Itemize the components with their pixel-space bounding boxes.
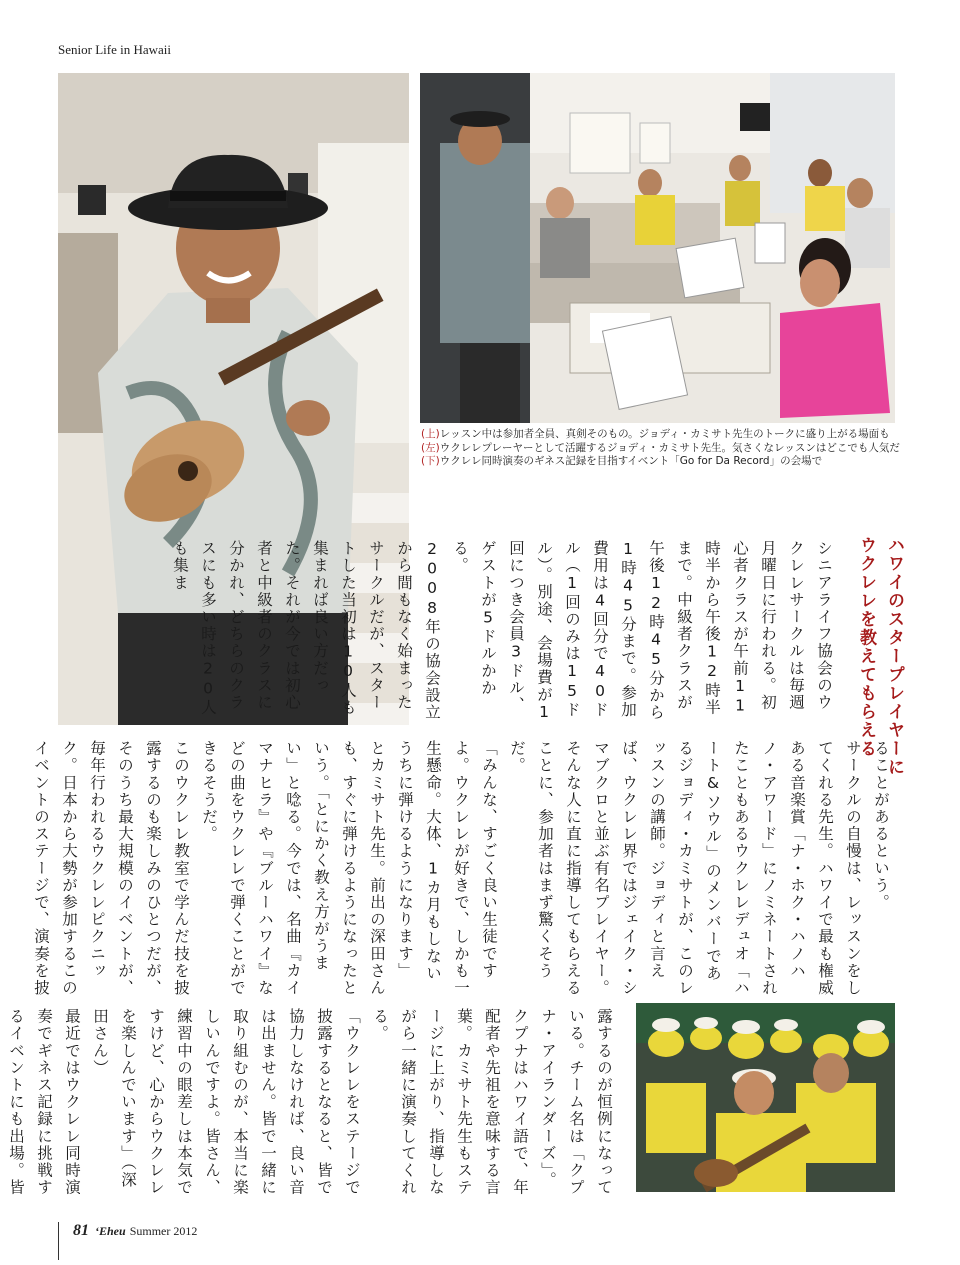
caption-text: ウクレレプレーヤーとして活躍するジョディ・カミサト先生。気さくなレッスンはどこでも人気だ <box>439 441 900 454</box>
body-text-middle <box>32 740 895 998</box>
magazine-name: ‘Eheu <box>95 1224 126 1238</box>
body-paragraph: サークルの自慢は、レッスンをしてくれる先生。ハワイで最も権威ある音楽賞「ナ・ホク・ハノハノ・アワード」にノミネートされたこともあるウクレレデュオ「ハート&ソウル」のメンバーであるジョディ・カミサトが、このレッスンの講師。ジョディと言えば、ウクレレ界ではジェイク・シマブクロと並ぶ有名プレイヤー。そんな人に直に指導してもらえることに、参加者はまず驚くそうだ。 <box>508 740 862 997</box>
body-text-bottom <box>7 1008 618 1198</box>
caption-line <box>421 455 901 469</box>
headline-line: ハワイのスタープレイヤーに <box>884 536 904 777</box>
photo-captions <box>421 428 901 469</box>
page-number: 81 <box>73 1222 89 1239</box>
body-paragraph: 2008年の協会設立から間もなく始まったサークルだが、スタートした当初は10人も集まれば良い方だった。それが今では初心者と中級者のクラスに分かれ、どちらのクラスにも多い時は20人も集ま <box>171 540 441 721</box>
caption-text: レッスン中は参加者全員、真剣そのもの。ジョディ・カミサト先生のトークに盛り上がる場面も <box>439 428 890 440</box>
caption-tag: (左) <box>421 441 440 454</box>
body-paragraph: 「みんな、すごく良い生徒ですよ。ウクレレが好きで、しかも一生懸命。大体、1カ月もしないうちに弾けるようになります」 <box>396 740 498 997</box>
body-paragraph: 「ウクレレをステージで披露するとなると、皆で協力しなければ、良い音は出ません。皆で一緒に取り組むのが、本当に楽しいんですよ。皆さん、練習中の眼差しは本気ですけど、心からウクレレを楽しんでいます」（深田さん） <box>91 1008 361 1197</box>
body-paragraph: 最近ではウクレレ同時演奏でギネス記録に挑戦するイベントにも出場。皆 <box>7 1008 81 1197</box>
caption-tag: (下) <box>421 455 440 467</box>
lesson-photo <box>420 73 895 423</box>
body-paragraph: とカミサト先生。前出の深田さんも、すぐに弾けるようになったという。「とにかく教え方がうまい」と唸る。今では、名曲『カイマナヒラ』や『ブルーハワイ』などの曲をウクレレで弾くことができるそうだ。 <box>200 740 386 997</box>
caption-text: ウクレレ同時演奏のギネス記録を目指すイベント「Go for Da Record」の会場で <box>439 455 823 467</box>
body-text-top <box>171 540 838 724</box>
issue-label: Summer 2012 <box>129 1224 198 1238</box>
page-footer <box>58 1222 197 1260</box>
body-paragraph: シニアライフ協会のウクレレサークルは毎週月曜日に行われる。初心者クラスが午前11時半から午後12時半まで。中級者クラスが午後12時45分から1時45分まで。参加費用は4回分で40ドル（1回のみは15ドル）。別途、会場費が1回につき会員3ドル、ゲストが5ドルかかる。 <box>451 540 833 723</box>
caption-line <box>421 442 901 456</box>
body-paragraph: このウクレレ教室で学んだ技を披露するのも楽しみのひとつだが、そのうち最大規模のイベントが、毎年行われるウクレレピクニック。日本から大勢が参加するこのイベントのステージで、演奏を披 <box>32 740 190 997</box>
running-header: Senior Life in Hawaii <box>58 42 171 57</box>
caption-line <box>421 428 901 442</box>
caption-tag: (上) <box>421 428 440 440</box>
body-paragraph: ることがあるという。 <box>872 740 890 911</box>
body-paragraph: 露するのが恒例になっている。チーム名は「クプナ・アイランダーズ」。クプナはハワイ語で、年配者や先祖を意味する言葉。カミサト先生もステージに上がり、指導しながら一緒に演奏してくれる。 <box>371 1008 613 1197</box>
event-photo <box>636 1003 895 1192</box>
headline-line: ウクレレを教えてもらえる <box>856 536 876 758</box>
